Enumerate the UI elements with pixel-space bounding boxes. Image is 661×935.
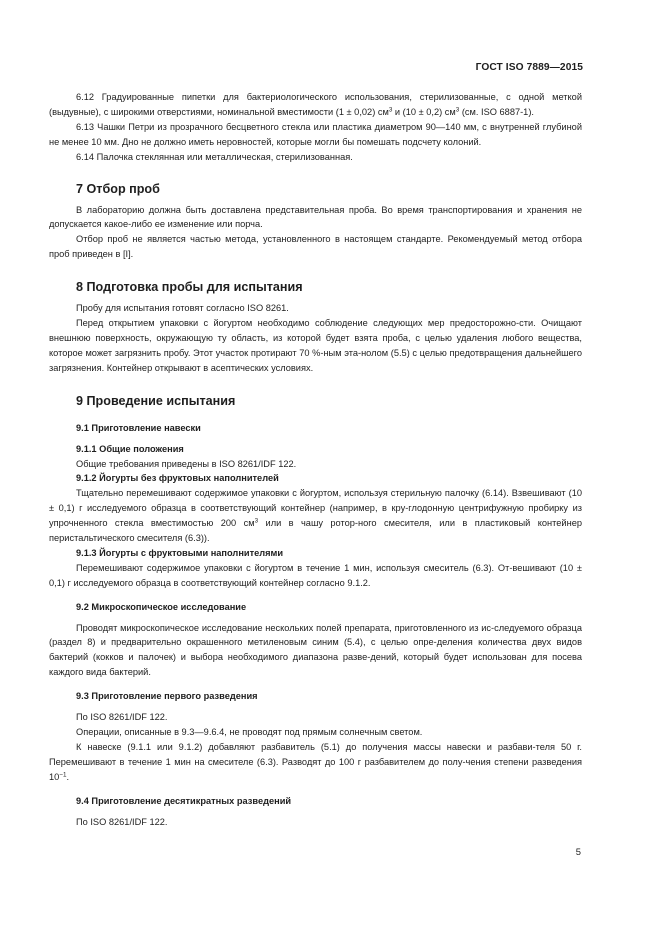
section-7-paragraph-2: Отбор проб не является частью метода, установленного в настоящем стандарте. Рекомендуемый метод отбора проб приведен в [I]. <box>49 234 582 260</box>
subsection-9-1-1-paragraph: Общие требования приведены в ISO 8261/IDF 122. <box>76 458 297 469</box>
page-number: 5 <box>575 846 581 857</box>
section-9-heading: 9 Проведение испытания <box>76 393 236 408</box>
subsection-9-3-heading: 9.3 Приготовление первого разведения <box>76 691 258 702</box>
subsection-9-1-2-paragraph: Тщательно перемешивают содержимое упаковки с йогуртом, используя стерильную палочку (6.14). Взвешивают (10 ± 0,1) г исследуемого образца в соответствующий контейнер (например, в кру-глодонную центрифужную пробирку из упрочненного стекла вместимостью 200 $см^3$ или в чашу ротор-ного смесителя, или в пластиковый контейнер перистальтического смесителя (6.3)). <box>49 488 582 544</box>
item-6-14: 6.14 Палочка стеклянная или металлическая, стерилизованная. <box>76 151 353 162</box>
subsection-9-1-3-heading: 9.1.3 Йогурты с фруктовыми наполнителями <box>76 547 284 558</box>
subsection-9-3-paragraph-1: По ISO 8261/IDF 122. <box>76 712 168 723</box>
section-8-heading: 8 Подготовка пробы для испытания <box>76 280 303 295</box>
section-7-heading: 7 Отбор проб <box>76 181 160 196</box>
item-6-13: 6.13 Чашки Петри из прозрачного бесцветного стекла или пластика диаметром 90—140 мм, с внутренней глубиной не менее 10 мм. Дно не должно иметь неровностей, которые могли бы помешать подсчету колоний. <box>49 121 582 147</box>
section-8-paragraph-1: Пробу для испытания готовят согласно ISO 8261. <box>76 303 289 314</box>
section-7-paragraph-1: В лабораторию должна быть доставлена представительная проба. Во время транспортирования и хранения не допускается какое-либо ее изменение или порча. <box>49 204 582 230</box>
section-8-paragraph-2: Перед открытием упаковки с йогуртом необходимо соблюдение следующих мер предосторожно-сти. Очищают внешнюю поверхность, окружающую ту область, из которой будет взята проба, с целью удаления любого вещества, которое может загрязнить пробу. Этот участок протирают 70 %-ным эта-нолом (5.5) с целью предотвращения дальнейшего загрязнения. Контейнер открывают в асептических условиях. <box>49 318 582 373</box>
subsection-9-4-paragraph: По ISO 8261/IDF 122. <box>76 816 168 827</box>
standard-header: ГОСТ ISO 7889—2015 <box>475 62 583 73</box>
subsection-9-1-3-paragraph: Перемешивают содержимое упаковки с йогуртом в течение 1 мин, используя смеситель (6.3). От-вешивают (10 ± 0,1) г исследуемого образца в соответствующий контейнер согласно 9.1.2. <box>49 562 582 588</box>
page-content <box>49 90 582 829</box>
subsection-9-3-paragraph-3: К навеске (9.1.1 или 9.1.2) добавляют разбавитель (5.1) до получения массы навески и разбави-теля 50 г. Перемешивают в течение 1 мин на смесителе (6.3). Разводят до 100 г разбавителем до полу-чения степени разведения $10^{-1}$. <box>49 741 582 782</box>
item-6-12: 6.12 Градуированные пипетки для бактериологического использования, стерилизованные, с одной меткой (выдувные), с широкими отверстиями, номинальной вместимости (1 ± 0,02) $см^3$ и (10 ± 0,2) $см^3$ (см. ISO 6887-1). <box>49 92 582 117</box>
subsection-9-2-paragraph: Проводят микроскопическое исследование нескольких полей препарата, приготовленного из ис-следуемого образца (раздел 8) и предварительно окрашенного метиленовым синим (5.4), с целью опре-деления количества двух видов бактерий (кокков и палочек) и выбора необходимого диапазона разве-дений, который будет использован для посева каждого вида бактерий. <box>49 622 582 678</box>
subsection-9-1-2-heading: 9.1.2 Йогурты без фруктовых наполнителей <box>76 473 279 484</box>
subsection-9-1-heading: 9.1 Приготовление навески <box>76 422 201 433</box>
subsection-9-1-1-heading: 9.1.1 Общие положения <box>76 443 184 454</box>
subsection-9-4-heading: 9.4 Приготовление десятикратных разведений <box>76 795 292 806</box>
subsection-9-3-paragraph-2: Операции, описанные в 9.3—9.6.4, не проводят под прямым солнечным светом. <box>76 727 423 737</box>
subsection-9-2-heading: 9.2 Микроскопическое исследование <box>76 601 247 612</box>
